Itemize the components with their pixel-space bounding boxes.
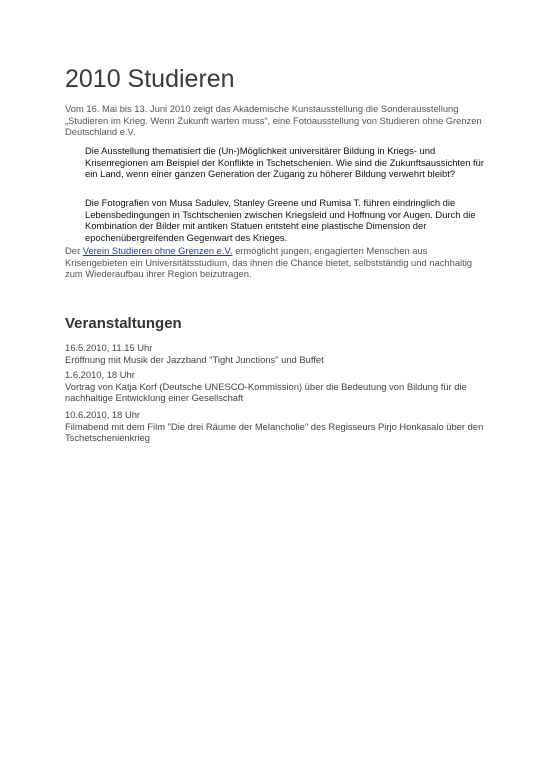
quote-paragraph-1: Die Ausstellung thematisiert die (Un-)Möglichkeit universitärer Bildung in Kriegs- und Krisenregionen am Beispiel der Konflikte in Tschetschenien. Wie sind die Zukunftsaussichten für ein Land, wenn einer ganzen Generation der Zugang zu höherer Bildung verwehrt bleibt?: [85, 145, 484, 179]
verein-link[interactable]: Verein Studieren ohne Grenzen e.V.: [82, 245, 233, 256]
verein-paragraph: [65, 245, 485, 280]
verein-suffix: ermöglicht jungen, engagierten Menschen aus Krisengebieten ein Universitätsstudium, das ihnen die Chance bietet, selbstständig und nachhaltig zum Wiederaufbau ihrer Region beizutragen.: [65, 245, 473, 279]
event-date: 10.6.2010, 18 Uhr: [65, 409, 141, 420]
quote-paragraph-2: Die Fotografien von Musa Sadulev, Stanley Greene und Rumisa T. führen eindringlich die Lebensbedingungen in Tschtschenien zwischen Kriegsleid und Hoffnung vor Augen. Durch die Kombination der Bilder mit antiken Statuen entsteht eine plastische Dimension der epochenübergreifenden Gegenwart des Krieges.: [85, 197, 476, 243]
event-text: Vortrag von Katja Korf (Deutsche UNESCO-Kommission) über die Bedeutung von Bildung für die nachhaltige Entwicklung einer Gesellschaft: [65, 380, 467, 403]
verein-prefix: Der: [65, 245, 83, 256]
event-item: [65, 369, 485, 404]
event-date: 16.5.2010, 11.15 Uhr: [65, 342, 153, 353]
intro-paragraph: Vom 16. Mai bis 13. Juni 2010 zeigt das Akademische Kunstausstellung die Sonderausstellung „Studieren im Krieg. Wenn Zukunft warten muss“, eine Fotoausstellung von Studieren ohne Grenzen Deutschland e.V.: [65, 103, 482, 137]
event-text: Eröffnung mit Musik der Jazzband "Tight Junctions" und Buffet: [65, 353, 324, 365]
event-text: Filmabend mit dem Film "Die drei Räume der Melancholie" des Regisseurs Pirjo Honkasalo über den Tschetschenienkrieg: [65, 420, 484, 443]
event-item: [65, 342, 485, 365]
page-title: 2010 Studieren: [65, 65, 235, 93]
event-item: [65, 409, 485, 444]
event-date: 1.6.2010, 18 Uhr: [65, 369, 135, 380]
events-heading: Veranstaltungen: [65, 315, 182, 332]
